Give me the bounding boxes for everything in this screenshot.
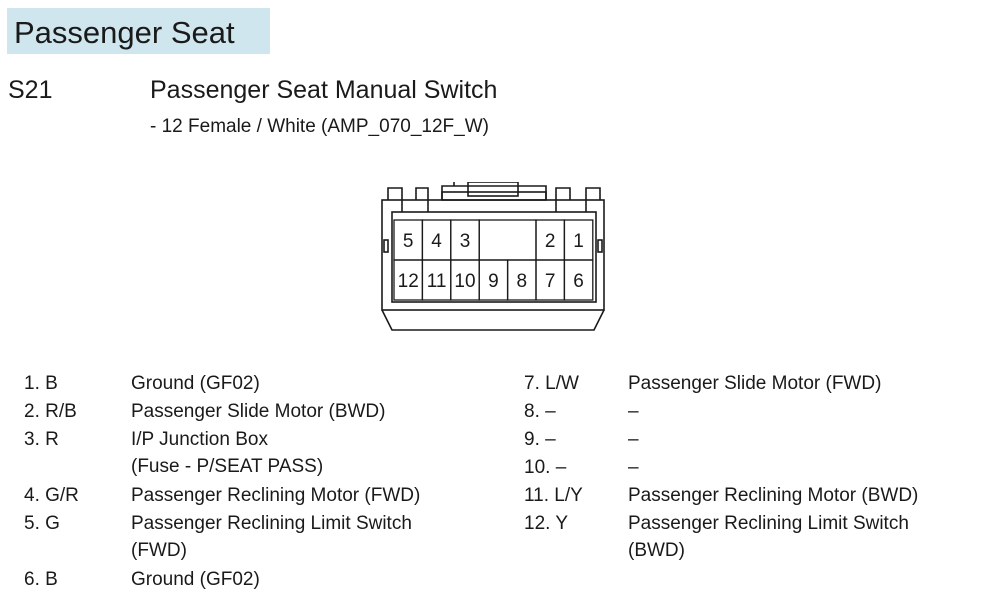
pin-label: 7. L/W xyxy=(524,373,579,394)
pin-number: 1 xyxy=(573,231,584,252)
pin-cell xyxy=(479,220,536,260)
pin-label: 9. – xyxy=(524,429,556,450)
pin-description: Ground (GF02) xyxy=(131,373,260,394)
pin-description: Passenger Reclining Motor (FWD) xyxy=(131,485,421,506)
pin-number: 11 xyxy=(426,271,447,292)
pin-description: Passenger Slide Motor (BWD) xyxy=(131,401,386,422)
pin-label: 5. G xyxy=(24,513,60,534)
pin-description: – xyxy=(628,429,639,450)
pin-label: 8. – xyxy=(524,401,556,422)
connector-code: S21 xyxy=(8,76,53,104)
pin-description-continued: (Fuse - P/SEAT PASS) xyxy=(131,456,324,477)
pin-label: 12. Y xyxy=(524,513,569,534)
connector-name: Passenger Seat Manual Switch xyxy=(150,76,498,104)
section-title: Passenger Seat xyxy=(14,15,235,50)
pin-number: 10 xyxy=(454,271,476,292)
pin-label: 2. R/B xyxy=(24,401,77,422)
pin-label: 6. B xyxy=(24,569,58,590)
pin-label: 4. G/R xyxy=(24,485,79,506)
pin-description: I/P Junction Box xyxy=(131,429,268,450)
pin-description-continued: (FWD) xyxy=(131,540,187,561)
pin-number: 12 xyxy=(397,271,419,292)
pin-description: Ground (GF02) xyxy=(131,569,260,590)
pin-description-continued: (BWD) xyxy=(628,540,685,561)
pin-number: 9 xyxy=(488,271,499,292)
section-title-box xyxy=(7,8,270,54)
pin-number: 3 xyxy=(459,231,471,252)
pin-label: 11. L/Y xyxy=(524,485,583,506)
pin-number: 8 xyxy=(516,271,528,292)
connector-face-diagram xyxy=(380,182,610,332)
pin-label: 1. B xyxy=(24,373,58,394)
pin-description: – xyxy=(628,457,639,478)
pin-number: 4 xyxy=(431,231,442,252)
pin-label: 3. R xyxy=(24,429,59,450)
pin-description: Passenger Reclining Motor (BWD) xyxy=(628,485,919,506)
connector-spec: - 12 Female / White (AMP_070_12F_W) xyxy=(150,116,489,137)
pin-number: 2 xyxy=(544,231,556,252)
pin-cells xyxy=(394,220,593,300)
pin-description: – xyxy=(628,401,639,422)
pin-number: 5 xyxy=(402,231,414,252)
connector-housing xyxy=(382,182,604,330)
pin-number: 6 xyxy=(573,271,584,292)
pin-description: Passenger Reclining Limit Switch xyxy=(628,513,909,534)
pin-description: Passenger Reclining Limit Switch xyxy=(131,513,412,534)
pin-label: 10. – xyxy=(524,457,567,478)
pin-number: 7 xyxy=(544,271,556,292)
pin-description: Passenger Slide Motor (FWD) xyxy=(628,373,882,394)
